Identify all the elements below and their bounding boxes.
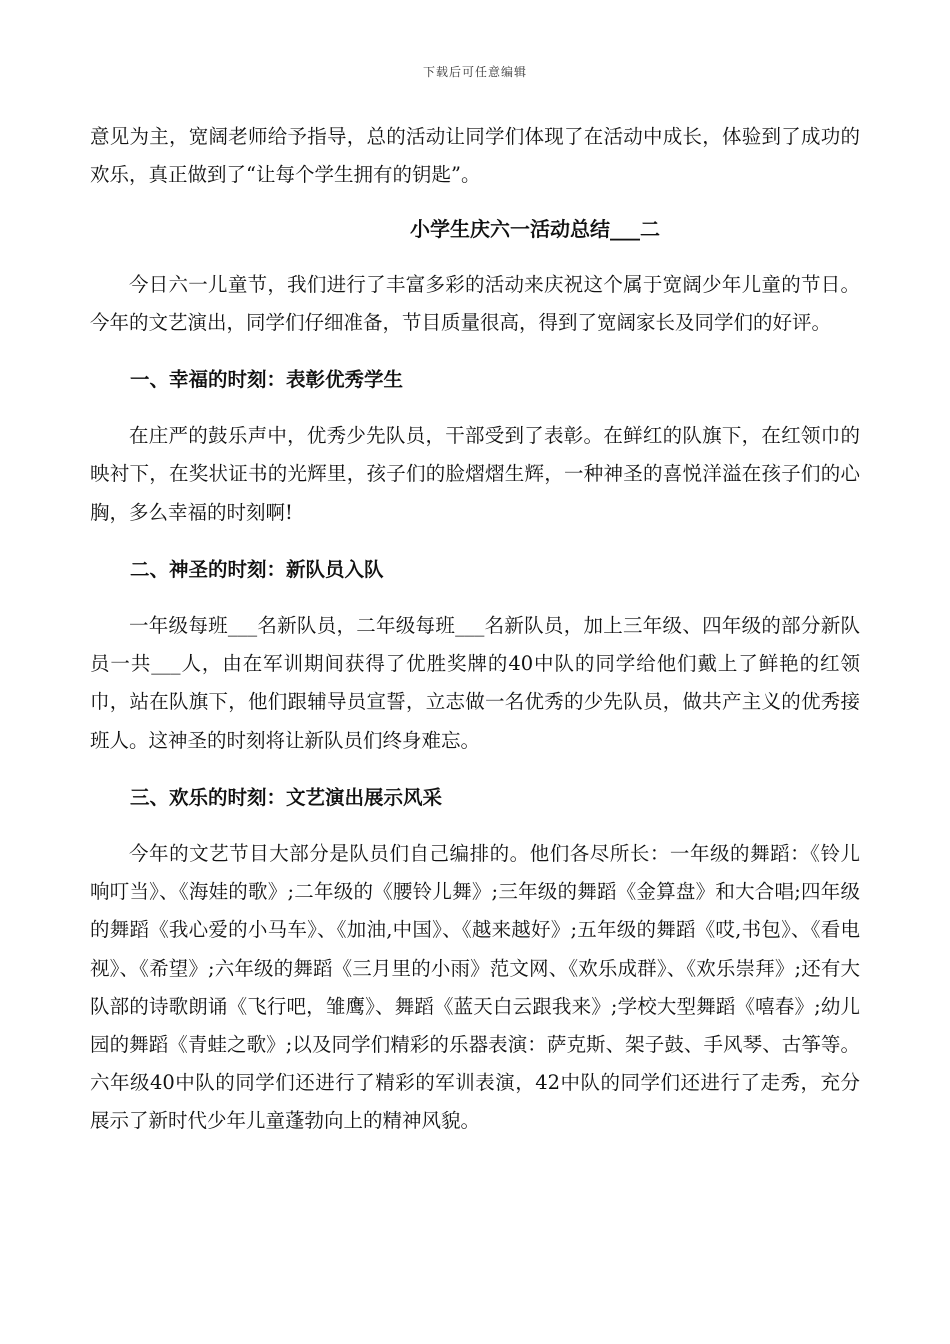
opening-paragraph: 今日六一儿童节，我们进行了丰富多彩的活动来庆祝这个属于宽阔少年儿童的节日。今年的文艺演出，同学们仔细准备，节目质量很高，得到了宽阔家长及同学们的好评。 (90, 272, 860, 334)
section-heading-3: 三、欢乐的时刻：文艺演出展示风采 (130, 785, 443, 809)
section-heading-2: 二、神圣的时刻：新队员入队 (130, 557, 384, 581)
intro-paragraph: 意见为主，宽阔老师给予指导，总的活动让同学们体现了在活动中成长，体验到了成功的欢乐，真正做到了“让每个学生拥有的钥匙”。 (90, 125, 860, 187)
section-body-1: 在庄严的鼓乐声中，优秀少先队员，干部受到了表彰。在鲜红的队旗下，在红领巾的映衬下，在奖状证书的光辉里，孩子们的脸熠熠生辉，一种神圣的喜悦洋溢在孩子们的心胸，多么幸福的时刻啊! (90, 424, 860, 524)
section-heading-1: 一、幸福的时刻：表彰优秀学生 (130, 368, 404, 392)
document-body (90, 118, 860, 1141)
document-title: 小学生庆六一活动总结___二 (410, 217, 660, 242)
section-body-3: 今年的文艺节目大部分是队员们自己编排的。他们各尽所长：一年级的舞蹈：《铃儿响叮当》、《海娃的歌》;二年级的《腰铃儿舞》;三年级的舞蹈《金算盘》和大合唱;四年级的舞蹈《我心爱的小马车》、《加油,中国》、《越来越好》;五年级的舞蹈《哎,书包》、《看电视》、《希望》;六年级的舞蹈《三月里的小雨》范文网、《欢乐成群》、《欢乐崇拜》;还有大队部的诗歌朗诵《飞行吧，雏鹰》、舞蹈《蓝天白云跟我来》;学校大型舞蹈《嘻春》;幼儿园的舞蹈《青蛙之歌》;以及同学们精彩的乐器表演：萨克斯、架子鼓、手风琴、古筝等。六年级40中队的同学们还进行了精彩的军训表演，42中队的同学们还进行了走秀，充分展示了新时代少年儿童蓬勃向上的精神风貌。 (90, 842, 860, 1133)
section-body-2: 一年级每班___名新队员，二年级每班___名新队员，加上三年级、四年级的部分新队员一共___人，由在军训期间获得了优胜奖牌的40中队的同学给他们戴上了鲜艳的红领巾，站在队旗下，他们跟辅导员宣誓，立志做一名优秀的少先队员，做共产主义的优秀接班人。这神圣的时刻将让新队员们终身难忘。 (90, 614, 860, 752)
page-header-note: 下载后可任意编辑 (422, 65, 527, 79)
